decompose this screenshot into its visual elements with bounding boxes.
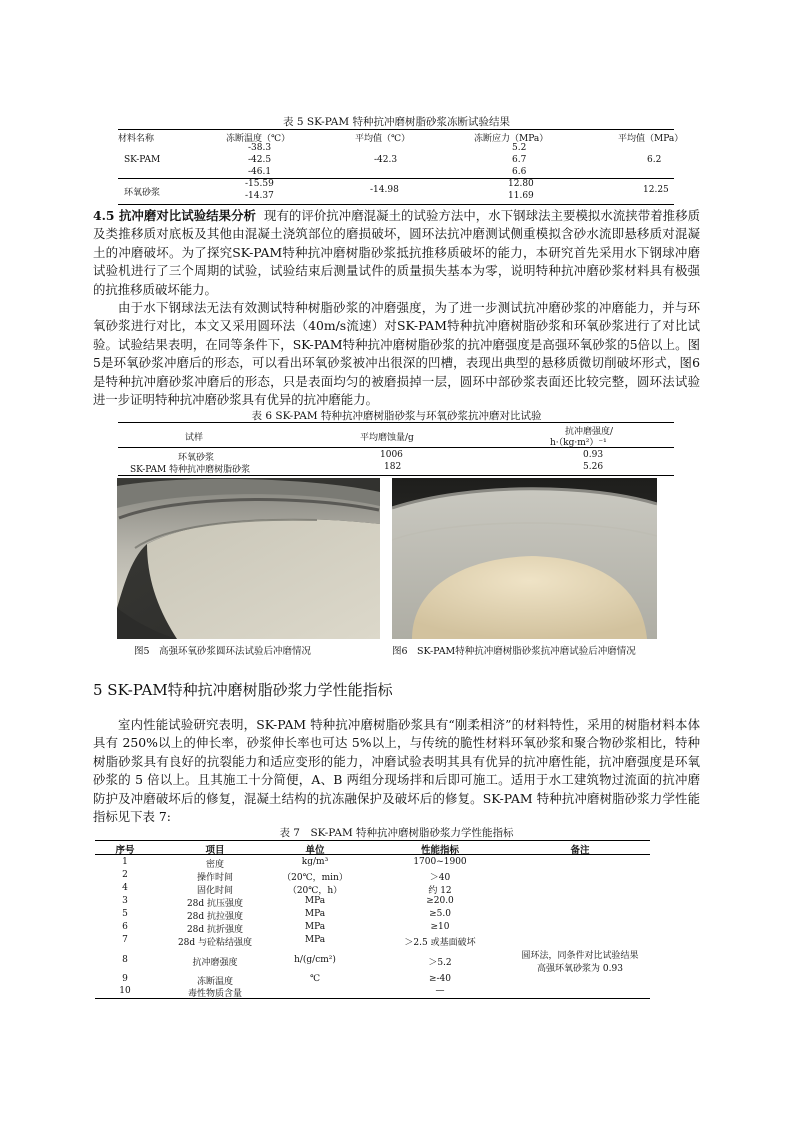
table7-row4-item: 28d 抗压强度 <box>186 899 244 909</box>
section45-para1: 现有的评价抗冲磨混凝土的试验方法中，水下钢球法主要模拟水流挟带着推移质及类推移质对底板及其他由混凝土浇筑部位的磨损破坏，圆环法抗冲磨测试侧重模拟含砂水流即悬移质对混凝土的冲磨破坏。为了探究SK-PAM特种抗冲磨树脂砂浆抵抗推移质破坏的能力，本研究首先采用水下钢球冲磨试验机进行了三个周期的试验，试验结束后测量试件的质量损失基本为零，说明特种抗冲磨砂浆材料具有极强的抗推移质破坏能力。 <box>93 208 700 297</box>
table7-row1-value: 1700~1900 <box>413 857 467 867</box>
table7-header-value: 性能指标 <box>420 845 459 856</box>
table5-row1-stress2: 6.7 <box>512 155 527 165</box>
table5-row1-temp1: -38.3 <box>248 143 272 153</box>
table5-header-temp: 冻断温度（℃） <box>226 134 291 144</box>
table7-header-unit: 单位 <box>305 845 325 856</box>
table5-row1-stress1: 5.2 <box>512 143 527 153</box>
figure5-caption: 图5 高强环氧砂浆圆环法试验后冲磨情况 <box>134 646 312 657</box>
table5-row1-avg-temp: -42.3 <box>374 155 398 165</box>
table6-row1-sample: 环氧砂浆 <box>178 453 215 463</box>
table6-row2-loss: 182 <box>384 462 402 472</box>
table7-row8-no: 8 <box>122 955 128 965</box>
table7-row5-no: 5 <box>122 909 128 919</box>
table6-bottom-rule <box>118 475 674 476</box>
table7-row4-value: ≥20.0 <box>426 896 454 906</box>
table6-header-sample: 试样 <box>185 433 204 443</box>
table7-header-item: 项目 <box>205 845 225 856</box>
table7-note-line2: 高强环氧砂浆为 0.93 <box>537 964 623 974</box>
table7-header-note: 备注 <box>570 845 590 856</box>
table7-row3-item: 固化时间 <box>196 886 233 896</box>
table7-row1-item: 密度 <box>205 860 224 870</box>
table5-row2-temp2: -14.37 <box>245 191 274 201</box>
table5-row2-stress1: 12.80 <box>508 179 534 189</box>
table7-row9-item: 冻断温度 <box>196 977 233 987</box>
section45-heading: 4.5 抗冲磨对比试验结果分析 <box>93 208 256 223</box>
table7-row5-unit: MPa <box>304 909 326 919</box>
table7-row1-unit: kg/m³ <box>301 857 329 867</box>
table7-row2-unit: （20℃，min） <box>282 873 348 883</box>
table6-row2-strength: 5.26 <box>583 462 604 472</box>
table7-row2-item: 操作时间 <box>196 873 233 883</box>
table7-row10-item: 毒性物质含量 <box>187 989 242 999</box>
section5-body <box>93 716 700 826</box>
table7-row6-no: 6 <box>122 922 128 932</box>
table7-row7-item: 28d 与砼粘结强度 <box>177 938 253 948</box>
table5-row1-temp3: -46.1 <box>248 167 272 177</box>
figure6-caption: 图6 SK-PAM特种抗冲磨树脂砂浆抗冲磨试验后冲磨情况 <box>392 646 636 657</box>
table7-row4-no: 3 <box>122 896 128 906</box>
table6-top-rule <box>118 422 674 423</box>
table5-top-rule <box>118 129 674 130</box>
table7-row8-unit: h/(g/cm²) <box>294 955 336 965</box>
table5-row1-stress3: 6.6 <box>512 167 527 177</box>
table6-row2-sample: SK-PAM 特种抗冲磨树脂砂浆 <box>130 465 251 475</box>
table7-row10-no: 10 <box>119 986 131 996</box>
section5-para1: 室内性能试验研究表明，SK-PAM 特种抗冲磨树脂砂浆具有“刚柔相济”的材料特性，采用的树脂材料本体具有 250%以上的伸长率，砂浆伸长率也可达 5%以上，与传统的脆性材料环氧砂浆和聚合物砂浆相比，特种树脂砂浆具有良好的抗裂能力和适应变形的能力，冲磨试验表明其具有优异的抗冲磨性能，抗冲磨强度是环氧砂浆的 5 倍以上。且其施工十分简便，A、B 两组分现场拌和后即可施工。适用于水工建筑物过流面的抗冲磨防护及冲磨破坏后的修复，混凝土结构的抗冻融保护及破坏后的修复。SK-PAM 特种抗冲磨树脂砂浆力学性能指标见下表 7: <box>93 717 700 825</box>
table5-mid-rule <box>118 178 674 179</box>
section45-body <box>93 207 700 409</box>
table7-row2-value: ＞40 <box>429 873 451 883</box>
table7-row3-value: 约 12 <box>428 886 452 896</box>
table5-header-avg-temp: 平均值（℃） <box>355 134 411 144</box>
table5-row1-temp2: -42.5 <box>248 155 272 165</box>
table7-header-no: 序号 <box>115 845 135 856</box>
figure6-photo <box>392 478 657 639</box>
table5-row2-avg-temp: -14.98 <box>370 185 399 195</box>
table5-row2-material: 环氧砂浆 <box>124 188 161 198</box>
table5-row2-temp1: -15.59 <box>245 179 274 189</box>
table5-row2-stress2: 11.69 <box>508 191 534 201</box>
table6-row1-strength: 0.93 <box>583 450 604 460</box>
table7-row9-value: ≥-40 <box>428 974 452 984</box>
section45-para2: 由于水下钢球法无法有效测试特种树脂砂浆的冲磨强度，为了进一步测试抗冲磨砂浆的冲磨能力，并与环氧砂浆进行对比，本文又采用圆环法（40m/s流速）对SK-PAM特种抗冲磨树脂砂浆和环氧砂浆进行了对比试验。试验结果表明，在同等条件下，SK-PAM特种抗冲磨树脂砂浆的抗冲磨强度是高强环氧砂浆的5倍以上。图5是环氧砂浆冲磨后的形态，可以看出环氧砂浆被冲出很深的凹槽，表现出典型的悬移质微切削破坏形式，图6是特种抗冲磨砂浆冲磨后的形态，只是表面均匀的被磨损掉一层，圆环中部砂浆表面还比较完整，圆环法试验进一步证明特种抗冲磨砂浆具有优异的抗冲磨能力。 <box>93 300 700 408</box>
table7-row10-value: — <box>435 986 445 996</box>
table7-row5-item: 28d 抗拉强度 <box>186 912 244 922</box>
table7-row1-no: 1 <box>122 857 128 867</box>
table6-header-loss: 平均磨蚀量/g <box>360 433 414 443</box>
table5-header-stress: 冻断应力（MPa） <box>474 134 549 144</box>
table7-top-rule <box>95 840 650 841</box>
table7-note-line1: 圆环法，同条件对比试验结果 <box>521 951 639 961</box>
table5-row1-material: SK-PAM <box>124 155 161 165</box>
table6-header-strength-unit: h·（kg·m²）⁻¹ <box>550 438 607 448</box>
table7-row2-no: 2 <box>122 870 128 880</box>
table7-row3-unit: （20℃，h） <box>287 886 343 896</box>
table7-row7-value: ＞2.5 或基面破坏 <box>404 938 476 948</box>
table7-row5-value: ≥5.0 <box>429 909 451 919</box>
table5-header-avg-stress: 平均值（MPa） <box>618 134 684 144</box>
table7-row8-value: ＞5.2 <box>428 958 452 968</box>
table5-row1-avg-stress: 6.2 <box>647 155 662 165</box>
table5-row2-avg-stress: 12.25 <box>643 185 669 195</box>
table7-row9-unit: ℃ <box>309 974 321 984</box>
table7-row7-unit: MPa <box>304 935 326 945</box>
table5-header-material: 材料名称 <box>118 134 155 144</box>
table7-row6-unit: MPa <box>304 922 326 932</box>
table7-row8-item: 抗冲磨强度 <box>192 958 238 968</box>
table6-row1-loss: 1006 <box>380 450 403 460</box>
table7-row4-unit: MPa <box>304 896 326 906</box>
table5-caption: 表 5 SK-PAM 特种抗冲磨树脂砂浆冻断试验结果 <box>283 116 510 128</box>
table6-header-strength: 抗冲磨强度/ <box>565 427 614 437</box>
table7-caption: 表 7 SK-PAM 特种抗冲磨树脂砂浆力学性能指标 <box>279 827 514 839</box>
section5-heading: 5 SK-PAM特种抗冲磨树脂砂浆力学性能指标 <box>93 681 393 699</box>
table7-row7-no: 7 <box>122 935 128 945</box>
table5-bottom-rule <box>118 204 674 205</box>
table7-row6-item: 28d 抗折强度 <box>186 925 244 935</box>
table7-row6-value: ≥10 <box>430 922 450 932</box>
figure5-photo <box>117 478 380 639</box>
table6-caption: 表 6 SK-PAM 特种抗冲磨树脂砂浆与环氧砂浆抗冲磨对比试验 <box>251 410 542 422</box>
table7-row3-no: 4 <box>122 883 128 893</box>
table7-row9-no: 9 <box>122 974 128 984</box>
